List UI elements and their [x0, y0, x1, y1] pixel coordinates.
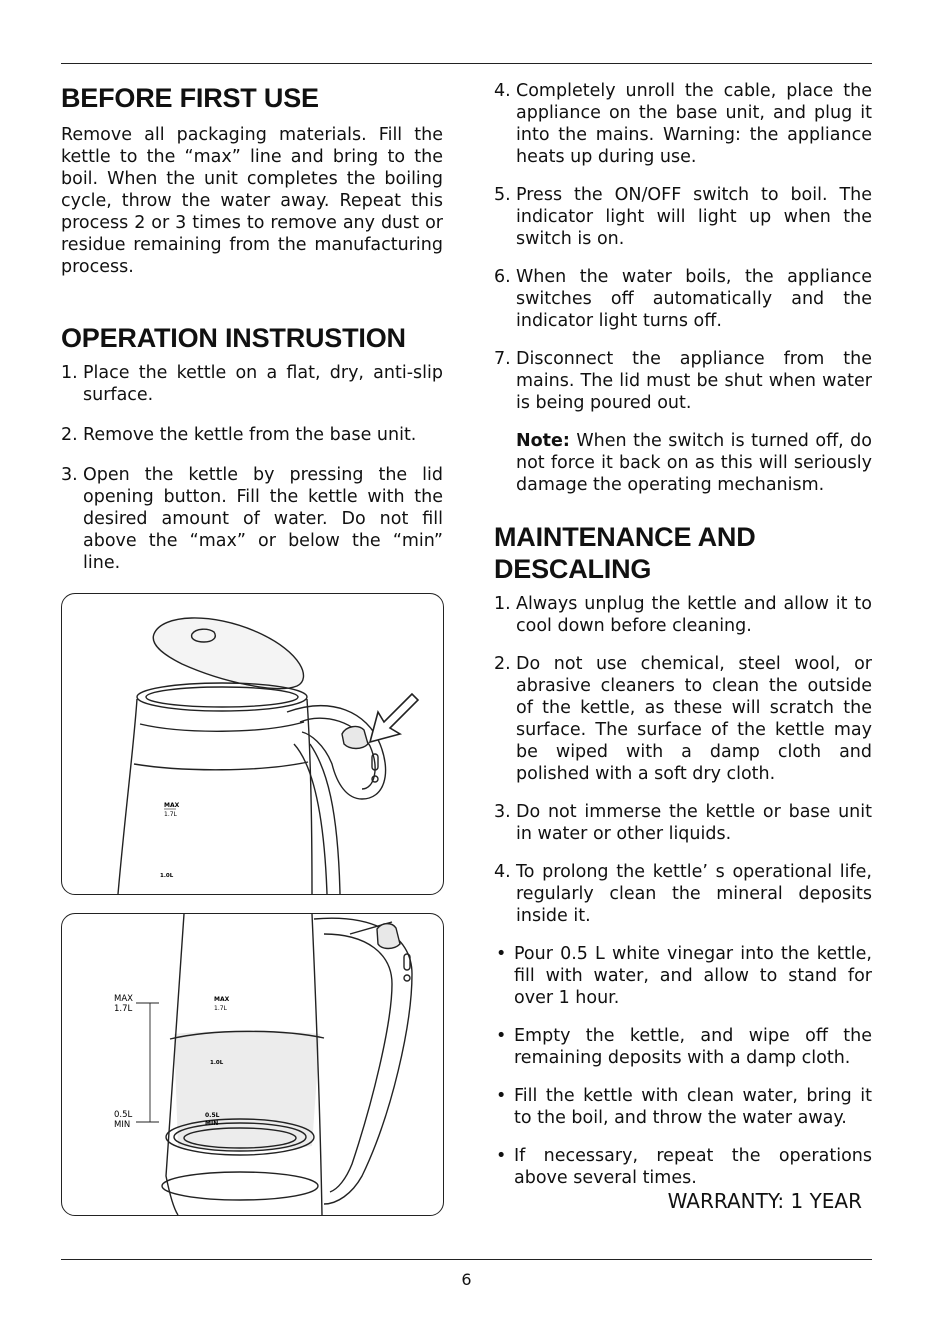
- step-text: Remove the kettle from the base unit.: [83, 425, 417, 445]
- bullet-symbol: •: [496, 1086, 507, 1106]
- operation-step-1: [61, 362, 443, 406]
- step-text: To prolong the kettle’ s operational life, regularly clean the mineral deposits inside it.: [516, 862, 872, 926]
- kettle-open-illustration: [62, 594, 443, 894]
- kettle-min-label: MIN: [205, 1120, 219, 1127]
- descaling-bullet-2: [494, 1025, 872, 1069]
- step-text: When the water boils, the appliance switches off automatically and the indicator light turns off.: [516, 267, 872, 331]
- step-text: Completely unroll the cable, place the appliance on the base unit, and plug it into the mains. Warning: the appliance heats up during use.: [516, 81, 872, 167]
- bullet-symbol: •: [496, 1146, 507, 1166]
- scale-min-label: MIN: [114, 1120, 131, 1130]
- step-number: 1.: [61, 363, 78, 383]
- bullet-symbol: •: [496, 944, 507, 964]
- kettle-level-label: 1.0L: [210, 1060, 224, 1066]
- step-number: 7.: [494, 349, 511, 369]
- note-text: When the switch is turned off, do not force it back on as this will seriously damage the operating mechanism.: [516, 431, 872, 495]
- step-text: Do not immerse the kettle or base unit in water or other liquids.: [516, 802, 872, 844]
- step-number: 2.: [61, 425, 78, 445]
- step-number: 2.: [494, 654, 511, 674]
- operation-step-7: [494, 348, 872, 414]
- operation-step-6: [494, 266, 872, 332]
- before-first-use-body: Remove all packaging materials. Fill the kettle to the “max” line and bring to the boil. When the unit completes the boiling cycle, throw the water away. Repeat this process 2 or 3 times to remove any dust or residue remaining from the manufacturing process.: [61, 125, 443, 277]
- step-number: 3.: [494, 802, 511, 822]
- maintenance-step-4: [494, 861, 872, 927]
- scale-min-volume-label: 0.5L: [114, 1110, 133, 1120]
- step-number: 5.: [494, 185, 511, 205]
- operation-heading: OPERATION INSTRUSTION: [61, 323, 406, 353]
- before-first-use-heading: BEFORE FIRST USE: [61, 83, 319, 113]
- warranty-text: WARRANTY: 1 YEAR: [667, 1189, 862, 1213]
- scale-max-label: MAX: [114, 994, 133, 1004]
- scale-max-volume-label: 1.7L: [114, 1004, 133, 1014]
- step-text: Always unplug the kettle and allow it to cool down before cleaning.: [516, 594, 872, 636]
- kettle-max-volume-label: 1.7L: [214, 1005, 227, 1012]
- step-text: Press the ON/OFF switch to boil. The indicator light will light up when the switch is on.: [516, 185, 872, 249]
- step-number: 4.: [494, 81, 511, 101]
- step-number: 6.: [494, 267, 511, 287]
- step-text: Open the kettle by pressing the lid opening button. Fill the kettle with the desired amount of water. Do not fill above the “max” or below the “min” line.: [83, 465, 443, 573]
- note-paragraph: [494, 430, 872, 496]
- step-number: 3.: [61, 465, 78, 485]
- descaling-bullet-1: [494, 943, 872, 1009]
- kettle-lid-open-figure: [61, 593, 444, 895]
- bottom-rule: [61, 1259, 872, 1260]
- note-label: Note:: [516, 431, 570, 451]
- kettle-min-volume-label: 0.5L: [205, 1112, 220, 1119]
- operation-step-3: [61, 464, 443, 574]
- bullet-text: Fill the kettle with clean water, bring it to the boil, and throw the water away.: [514, 1086, 872, 1128]
- maintenance-step-3: [494, 801, 872, 845]
- level-label: 1.0L: [160, 873, 174, 879]
- page-number: 6: [461, 1270, 472, 1289]
- bullet-text: Empty the kettle, and wipe off the remaining deposits with a damp cloth.: [514, 1026, 872, 1068]
- step-text: Disconnect the appliance from the mains. The lid must be shut when water is being poured out.: [516, 349, 872, 413]
- maintenance-step-2: [494, 653, 872, 785]
- maintenance-step-1: [494, 593, 872, 637]
- descaling-bullet-4: [494, 1145, 872, 1189]
- descaling-bullet-3: [494, 1085, 872, 1129]
- maintenance-heading-line1: MAINTENANCE AND: [494, 522, 756, 552]
- operation-step-4: [494, 80, 872, 168]
- max-label: MAX: [164, 802, 180, 809]
- maintenance-heading-line2: DESCALING: [494, 554, 652, 584]
- kettle-max-label: MAX: [214, 996, 230, 1003]
- bullet-text: Pour 0.5 L white vinegar into the kettle, fill with water, and allow to stand for over 1 hour.: [514, 944, 872, 1008]
- step-text: Place the kettle on a flat, dry, anti-slip surface.: [83, 363, 443, 405]
- step-number: 4.: [494, 862, 511, 882]
- right-column: [494, 80, 872, 1213]
- bullet-symbol: •: [496, 1026, 507, 1046]
- top-rule: [61, 63, 872, 64]
- left-column: [61, 80, 443, 574]
- kettle-water-level-figure: [61, 913, 444, 1216]
- step-text: Do not use chemical, steel wool, or abrasive cleaners to clean the outside of the kettle, as these will scratch the surface. The surface of the kettle may be wiped with a damp cloth and polished with a soft dry cloth.: [516, 654, 872, 784]
- bullet-text: If necessary, repeat the operations above several times.: [514, 1146, 872, 1188]
- step-number: 1.: [494, 594, 511, 614]
- max-volume-label: 1.7L: [164, 811, 177, 818]
- operation-step-2: [61, 424, 443, 446]
- kettle-water-level-illustration: [62, 914, 443, 1215]
- operation-step-5: [494, 184, 872, 250]
